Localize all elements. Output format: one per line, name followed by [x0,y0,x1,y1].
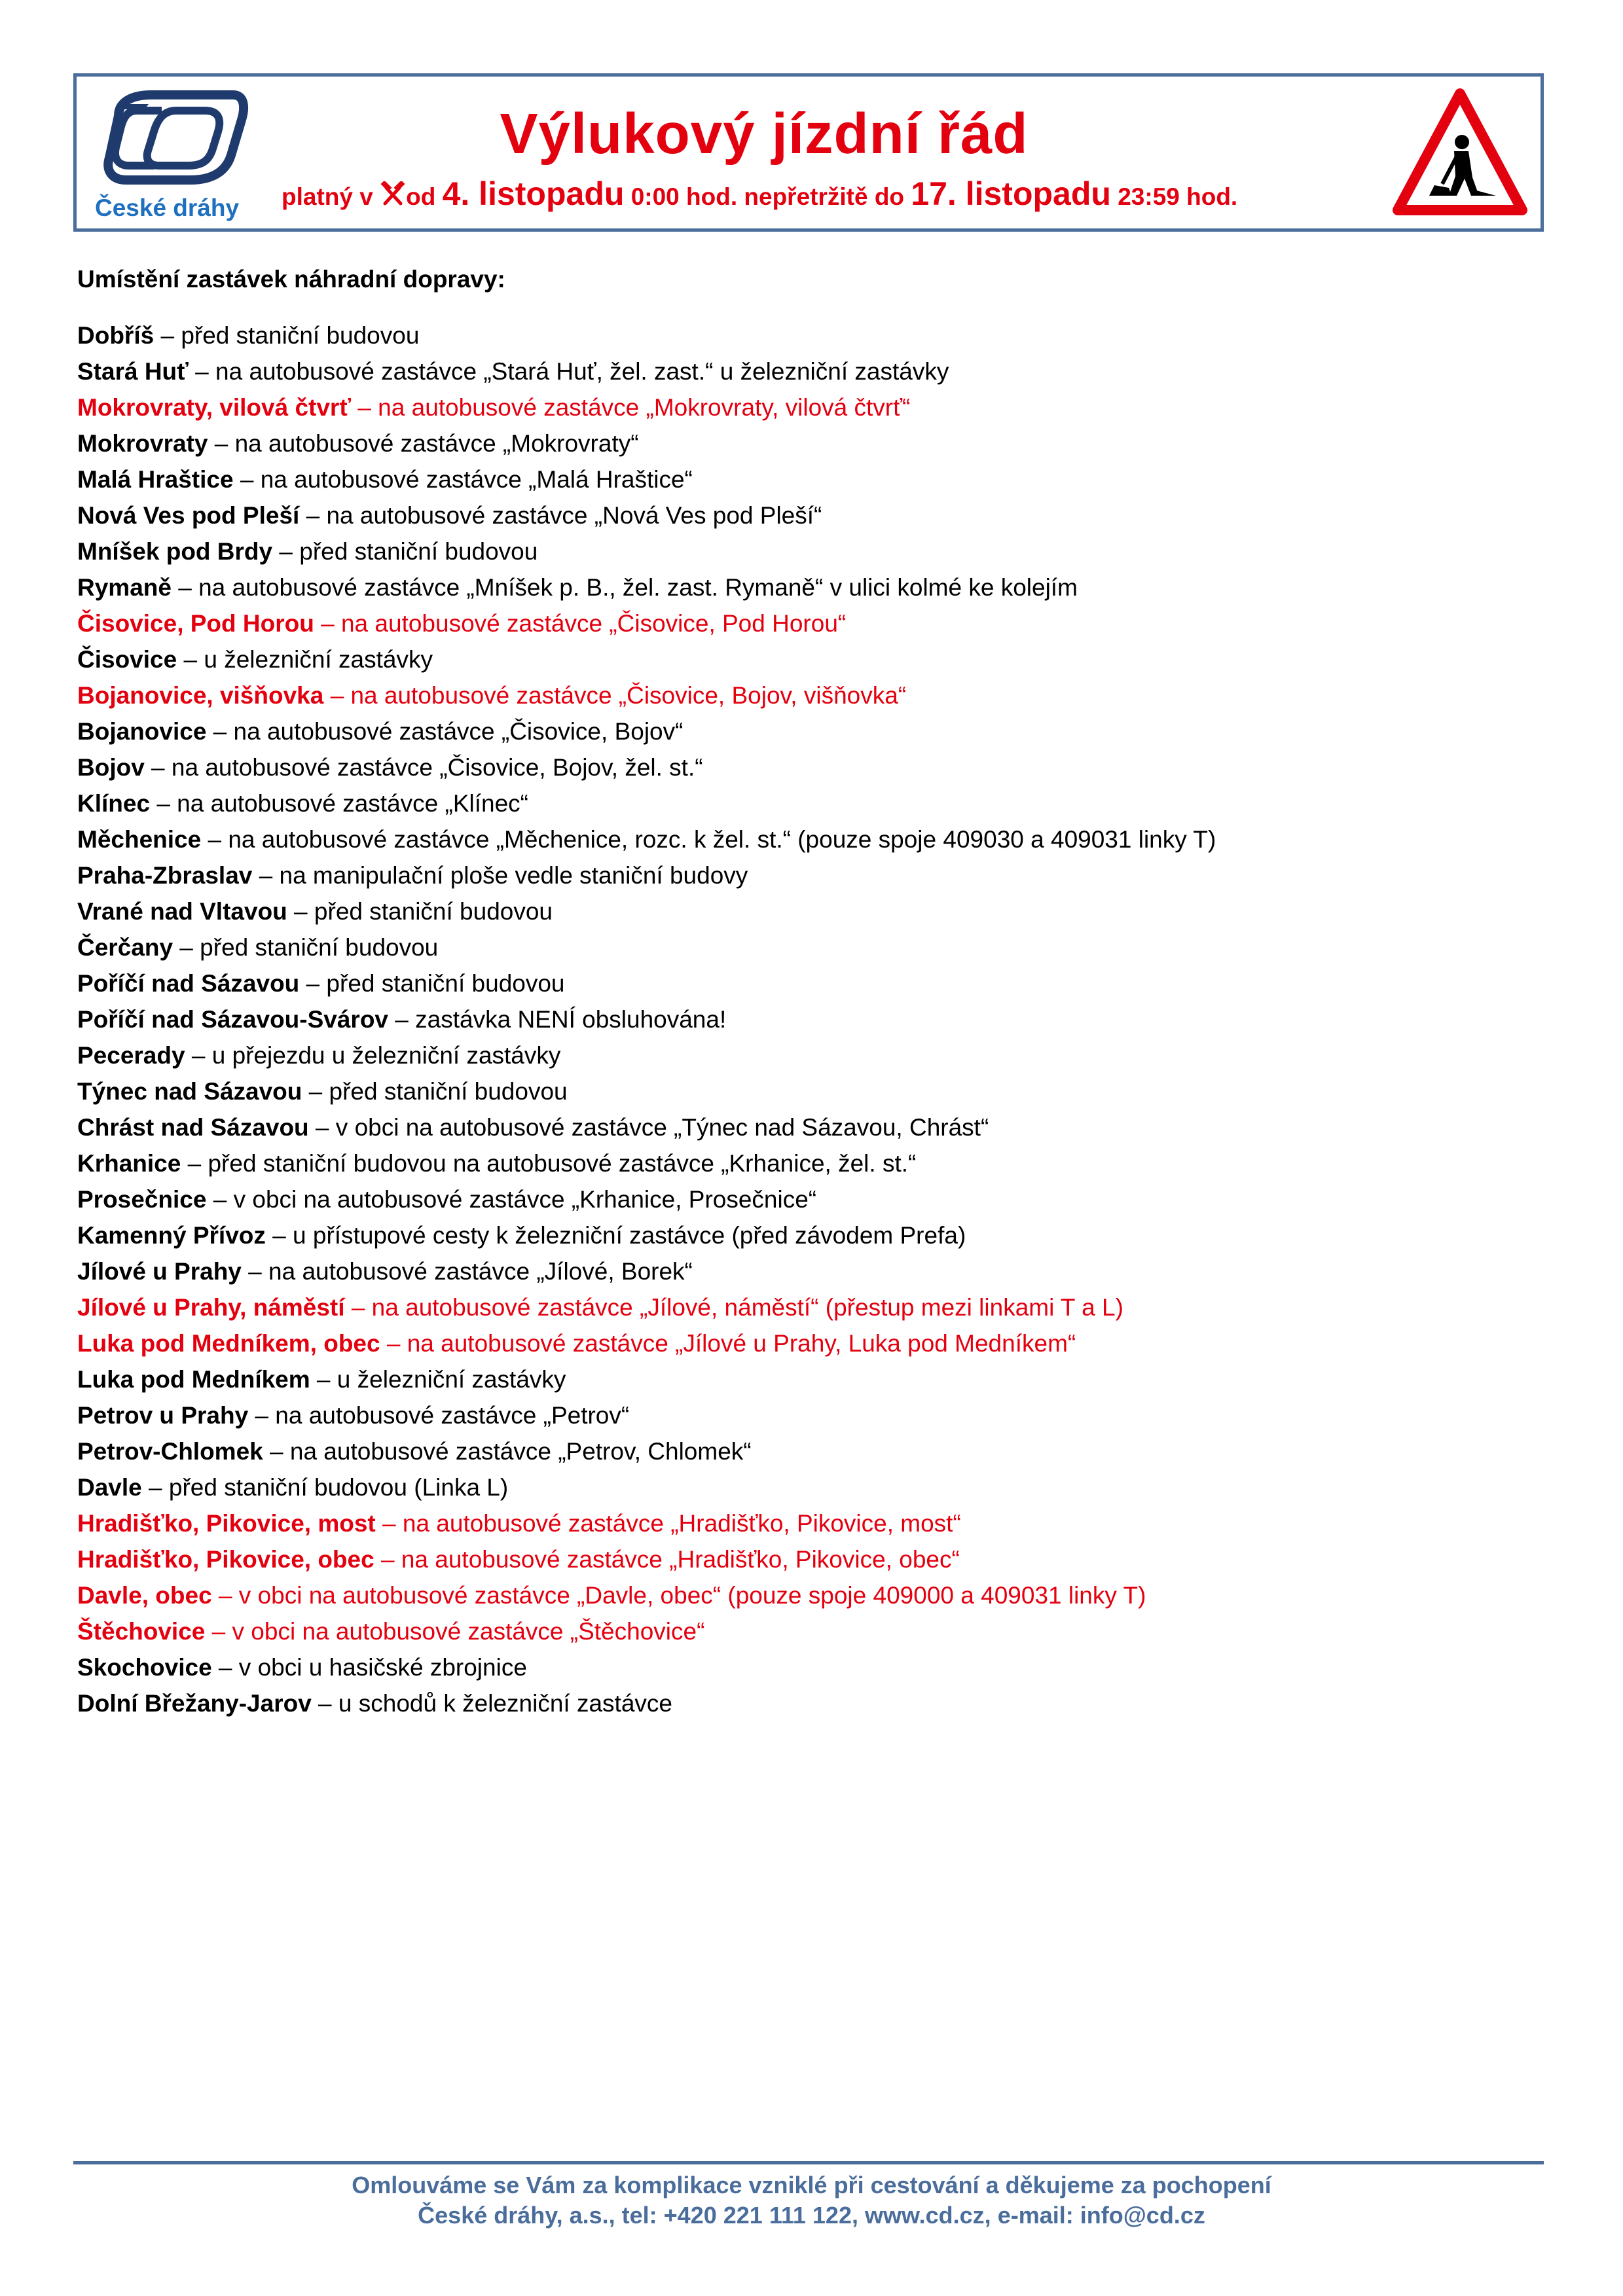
stop-location: – na autobusové zastávce „Klínec“ [150,790,528,817]
stop-item [77,497,1216,533]
stop-location: – na manipulační ploše vedle staniční budovy [252,862,748,889]
stop-item [77,785,1216,821]
header-box [73,73,1544,232]
stop-item [77,1181,1216,1217]
stop-name: Nová Ves pod Pleší [77,502,300,529]
stop-item [77,1109,1216,1145]
stop-name: Davle, obec [77,1582,212,1609]
stop-name: Petrov u Prahy [77,1402,249,1429]
stop-name: Čisovice, Pod Horou [77,610,314,637]
stop-name: Dolní Břežany-Jarov [77,1690,312,1717]
cd-logo [95,88,252,226]
stop-location: – před staniční budovou [272,538,538,565]
stop-name: Mokrovraty, vilová čtvrť [77,394,352,421]
stop-location: – na autobusové zastávce „Malá Hraštice“ [233,466,693,493]
stop-item [77,713,1216,749]
stop-location: – na autobusové zastávce „Mokrovraty“ [208,430,639,457]
stop-item [77,641,1216,677]
stop-item [77,461,1216,497]
stop-name: Prosečnice [77,1186,207,1213]
stop-item [77,533,1216,569]
stop-item [77,605,1216,641]
stop-item [77,677,1216,713]
stop-name: Dobříš [77,322,155,349]
stop-name: Štěchovice [77,1618,206,1645]
stop-location: – před staniční budovou na autobusové zastávce „Krhanice, žel. st.“ [181,1150,917,1177]
stop-name: Poříčí nad Sázavou [77,970,300,997]
stop-item [77,1541,1216,1577]
stop-location: – u železniční zastávky [177,646,433,673]
stop-location: – na autobusové zastávce „Hradišťko, Pikovice, obec“ [374,1546,960,1573]
footer-divider [73,2161,1544,2164]
stop-location: – před staniční budovou [154,322,420,349]
stop-location: – na autobusové zastávce „Jílové u Prahy, Luka pod Medníkem“ [380,1330,1076,1357]
stop-location: – na autobusové zastávce „Petrov, Chlomek“ [263,1438,752,1465]
stop-name: Bojanovice [77,718,207,745]
logo-text: České dráhy [95,194,240,221]
page-title: Výlukový jízdní řád [500,102,1029,166]
stop-item [77,1397,1216,1433]
stop-location: – před staniční budovou [299,970,565,997]
stop-name: Hradišťko, Pikovice, most [77,1510,376,1537]
stop-item [77,1145,1216,1181]
stop-name: Davle [77,1474,142,1501]
validity-end-day: 17. listopadu [911,175,1111,212]
stop-name: Petrov-Chlomek [77,1438,263,1465]
validity-start-day: 4. listopadu [442,175,625,212]
stop-location: – na autobusové zastávce „Čisovice, Bojov“ [206,718,684,745]
stop-name: Bojov [77,754,145,781]
stop-name: Klínec [77,790,151,817]
stop-item [77,929,1216,965]
stop-item [77,1073,1216,1109]
stop-item [77,1217,1216,1253]
validity-prefix: platný v [282,183,373,210]
stop-name: Luka pod Medníkem [77,1366,310,1393]
stop-name: Jílové u Prahy, náměstí [77,1294,345,1321]
stop-location: – v obci na autobusové zastávce „Krhanice, Prosečnice“ [206,1186,817,1213]
stop-name: Bojanovice, višňovka [77,682,324,709]
stop-item [77,389,1216,425]
stop-item [77,1577,1216,1613]
stop-item [77,317,1216,353]
stop-name: Chrást nad Sázavou [77,1114,309,1141]
stop-item [77,1469,1216,1505]
stop-location: – na autobusové zastávce „Petrov“ [248,1402,630,1429]
road-works-warning-icon [1391,86,1529,223]
stop-item [77,749,1216,785]
stop-item [77,425,1216,461]
cd-logo-icon [99,88,249,187]
stop-name: Mníšek pod Brdy [77,538,273,565]
stop-item [77,1253,1216,1289]
stop-item [77,1037,1216,1073]
stop-location: – před staniční budovou [173,934,439,961]
stop-name: Kamenný Přívoz [77,1222,266,1249]
validity-start-time: 0:00 hod. nepřetržitě do [630,183,905,210]
stop-location: – na autobusové zastávce „Mokrovraty, vilová čtvrť“ [351,394,911,421]
stop-location: – v obci na autobusové zastávce „Davle, obec“ (pouze spoje 409000 a 409031 linky T) [211,1582,1146,1609]
stop-item [77,1685,1216,1721]
stop-name: Čisovice [77,646,177,673]
stop-item [77,353,1216,389]
stop-location: – na autobusové zastávce „Čisovice, Bojov, žel. st.“ [144,754,703,781]
stop-location: – na autobusové zastávce „Čisovice, Pod Horou“ [314,610,847,637]
stop-location: – před staniční budovou [302,1078,568,1105]
stop-name: Vrané nad Vltavou [77,898,287,925]
stop-location: – na autobusové zastávce „Mníšek p. B., žel. zast. Rymaně“ v ulici kolmé ke kolejím [171,574,1078,601]
stop-name: Pecerady [77,1042,185,1069]
stop-item [77,1649,1216,1685]
validity-end-time: 23:59 hod. [1118,183,1238,210]
stop-location: – na autobusové zastávce „Jílové, náměstí“ (přestup mezi linkami T a L) [344,1294,1123,1321]
stop-name: Měchenice [77,826,202,853]
stop-item [77,1505,1216,1541]
stop-name: Týnec nad Sázavou [77,1078,302,1105]
stop-item [77,1289,1216,1325]
stop-location: – na autobusové zastávce „Hradišťko, Pikovice, most“ [375,1510,961,1537]
stop-location: – u přístupové cesty k železniční zastávce (před závodem Prefa) [265,1222,966,1249]
section-title: Umístění zastávek náhradní dopravy: [77,266,505,293]
validity-od: od [406,183,436,210]
stop-name: Praha-Zbraslav [77,862,253,889]
validity-line [282,175,1237,213]
stop-location: – na autobusové zastávce „Stará Huť, žel. zast.“ u železniční zastávky [188,358,949,385]
stop-item [77,965,1216,1001]
stop-location: – na autobusové zastávce „Čisovice, Bojov, višňovka“ [323,682,907,709]
stop-item [77,1433,1216,1469]
stop-item [77,1613,1216,1649]
stop-location: – na autobusové zastávce „Měchenice, rozc. k žel. st.“ (pouze spoje 409030 a 409031 linky T) [201,826,1216,853]
stop-item [77,857,1216,893]
stop-location: – zastávka NENÍ obsluhována! [388,1006,727,1033]
stop-name: Rymaně [77,574,172,601]
stop-location: – v obci na autobusové zastávce „Štěchovice“ [205,1618,705,1645]
stop-location: – u schodů k železniční zastávce [311,1690,672,1717]
stop-location: – na autobusové zastávce „Nová Ves pod Pleší“ [299,502,822,529]
stop-name: Skochovice [77,1654,212,1681]
stop-name: Poříčí nad Sázavou-Svárov [77,1006,389,1033]
stop-name: Hradišťko, Pikovice, obec [77,1546,374,1573]
stop-location: – u železniční zastávky [310,1366,566,1393]
crossed-hammers-icon [380,181,406,213]
stop-item [77,1325,1216,1361]
stop-location: – na autobusové zastávce „Jílové, Borek“ [241,1258,693,1285]
stop-item [77,893,1216,929]
stop-item [77,569,1216,605]
stop-location: – v obci na autobusové zastávce „Týnec nad Sázavou, Chrást“ [308,1114,989,1141]
stop-location: – před staniční budovou (Linka L) [141,1474,509,1501]
stop-item [77,1361,1216,1397]
stop-name: Stará Huť [77,358,189,385]
footer-apology: Omlouváme se Vám za komplikace vzniklé při cestování a děkujeme za pochopení [352,2172,1271,2198]
stop-location: – u přejezdu u železniční zastávky [185,1042,561,1069]
stop-item [77,1001,1216,1037]
stop-name: Čerčany [77,934,173,961]
stops-list [77,317,1216,1721]
stop-name: Jílové u Prahy [77,1258,242,1285]
footer-contact: České dráhy, a.s., tel: +420 221 111 122, www.cd.cz, e-mail: info@cd.cz [418,2202,1205,2229]
stop-name: Mokrovraty [77,430,208,457]
stop-name: Malá Hraštice [77,466,234,493]
stop-name: Luka pod Medníkem, obec [77,1330,380,1357]
stop-name: Krhanice [77,1150,181,1177]
stop-location: – v obci u hasičské zbrojnice [211,1654,527,1681]
stop-item [77,821,1216,857]
stop-location: – před staniční budovou [287,898,553,925]
